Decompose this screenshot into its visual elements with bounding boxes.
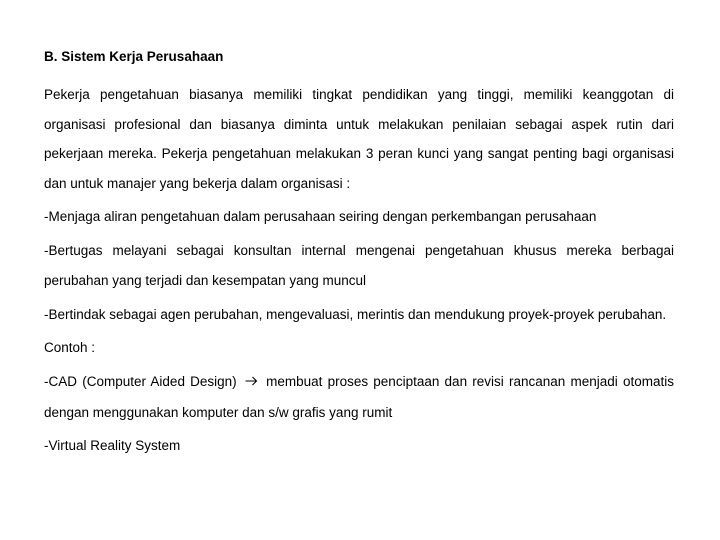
section-heading: B. Sistem Kerja Perusahaan	[44, 49, 224, 64]
intro-paragraph: Pekerja pengetahuan biasanya memiliki tingkat pendidikan yang tinggi, memiliki keanggotan di organisasi profesional dan biasanya diminta untuk melakukan penilaian sebagai aspek rutin dari pekerjaan mereka. Pekerja pengetahuan melakukan 3 peran kunci yang sangat penting bagi organisasi dan untuk manajer yang bekerja dalam organisasi :	[44, 87, 674, 191]
role-item-2: -Bertugas melayani sebagai konsultan internal mengenai pengetahuan khusus mereka berbagai perubahan yang terjadi dan kesempatan yang muncul	[44, 242, 674, 288]
role-item-3: -Bertindak sebagai agen perubahan, mengevaluasi, merintis dan mendukung proyek-proyek perubahan.	[44, 306, 667, 322]
right-arrow-icon	[245, 368, 258, 398]
example-cad	[44, 367, 674, 428]
cad-term: -CAD (Computer Aided Design)	[44, 374, 237, 389]
example-label: Contoh :	[44, 340, 96, 355]
cad-description: membuat proses penciptaan dan revisi rancanan menjadi otomatis dengan menggunakan komputer dan s/w grafis yang rumit	[44, 374, 674, 420]
role-item-1: -Menjaga aliran pengetahuan dalam perusahaan seiring dengan perkembangan perusahaan	[44, 209, 597, 224]
example-vr: -Virtual Reality System	[44, 438, 181, 453]
content-area	[44, 48, 674, 461]
